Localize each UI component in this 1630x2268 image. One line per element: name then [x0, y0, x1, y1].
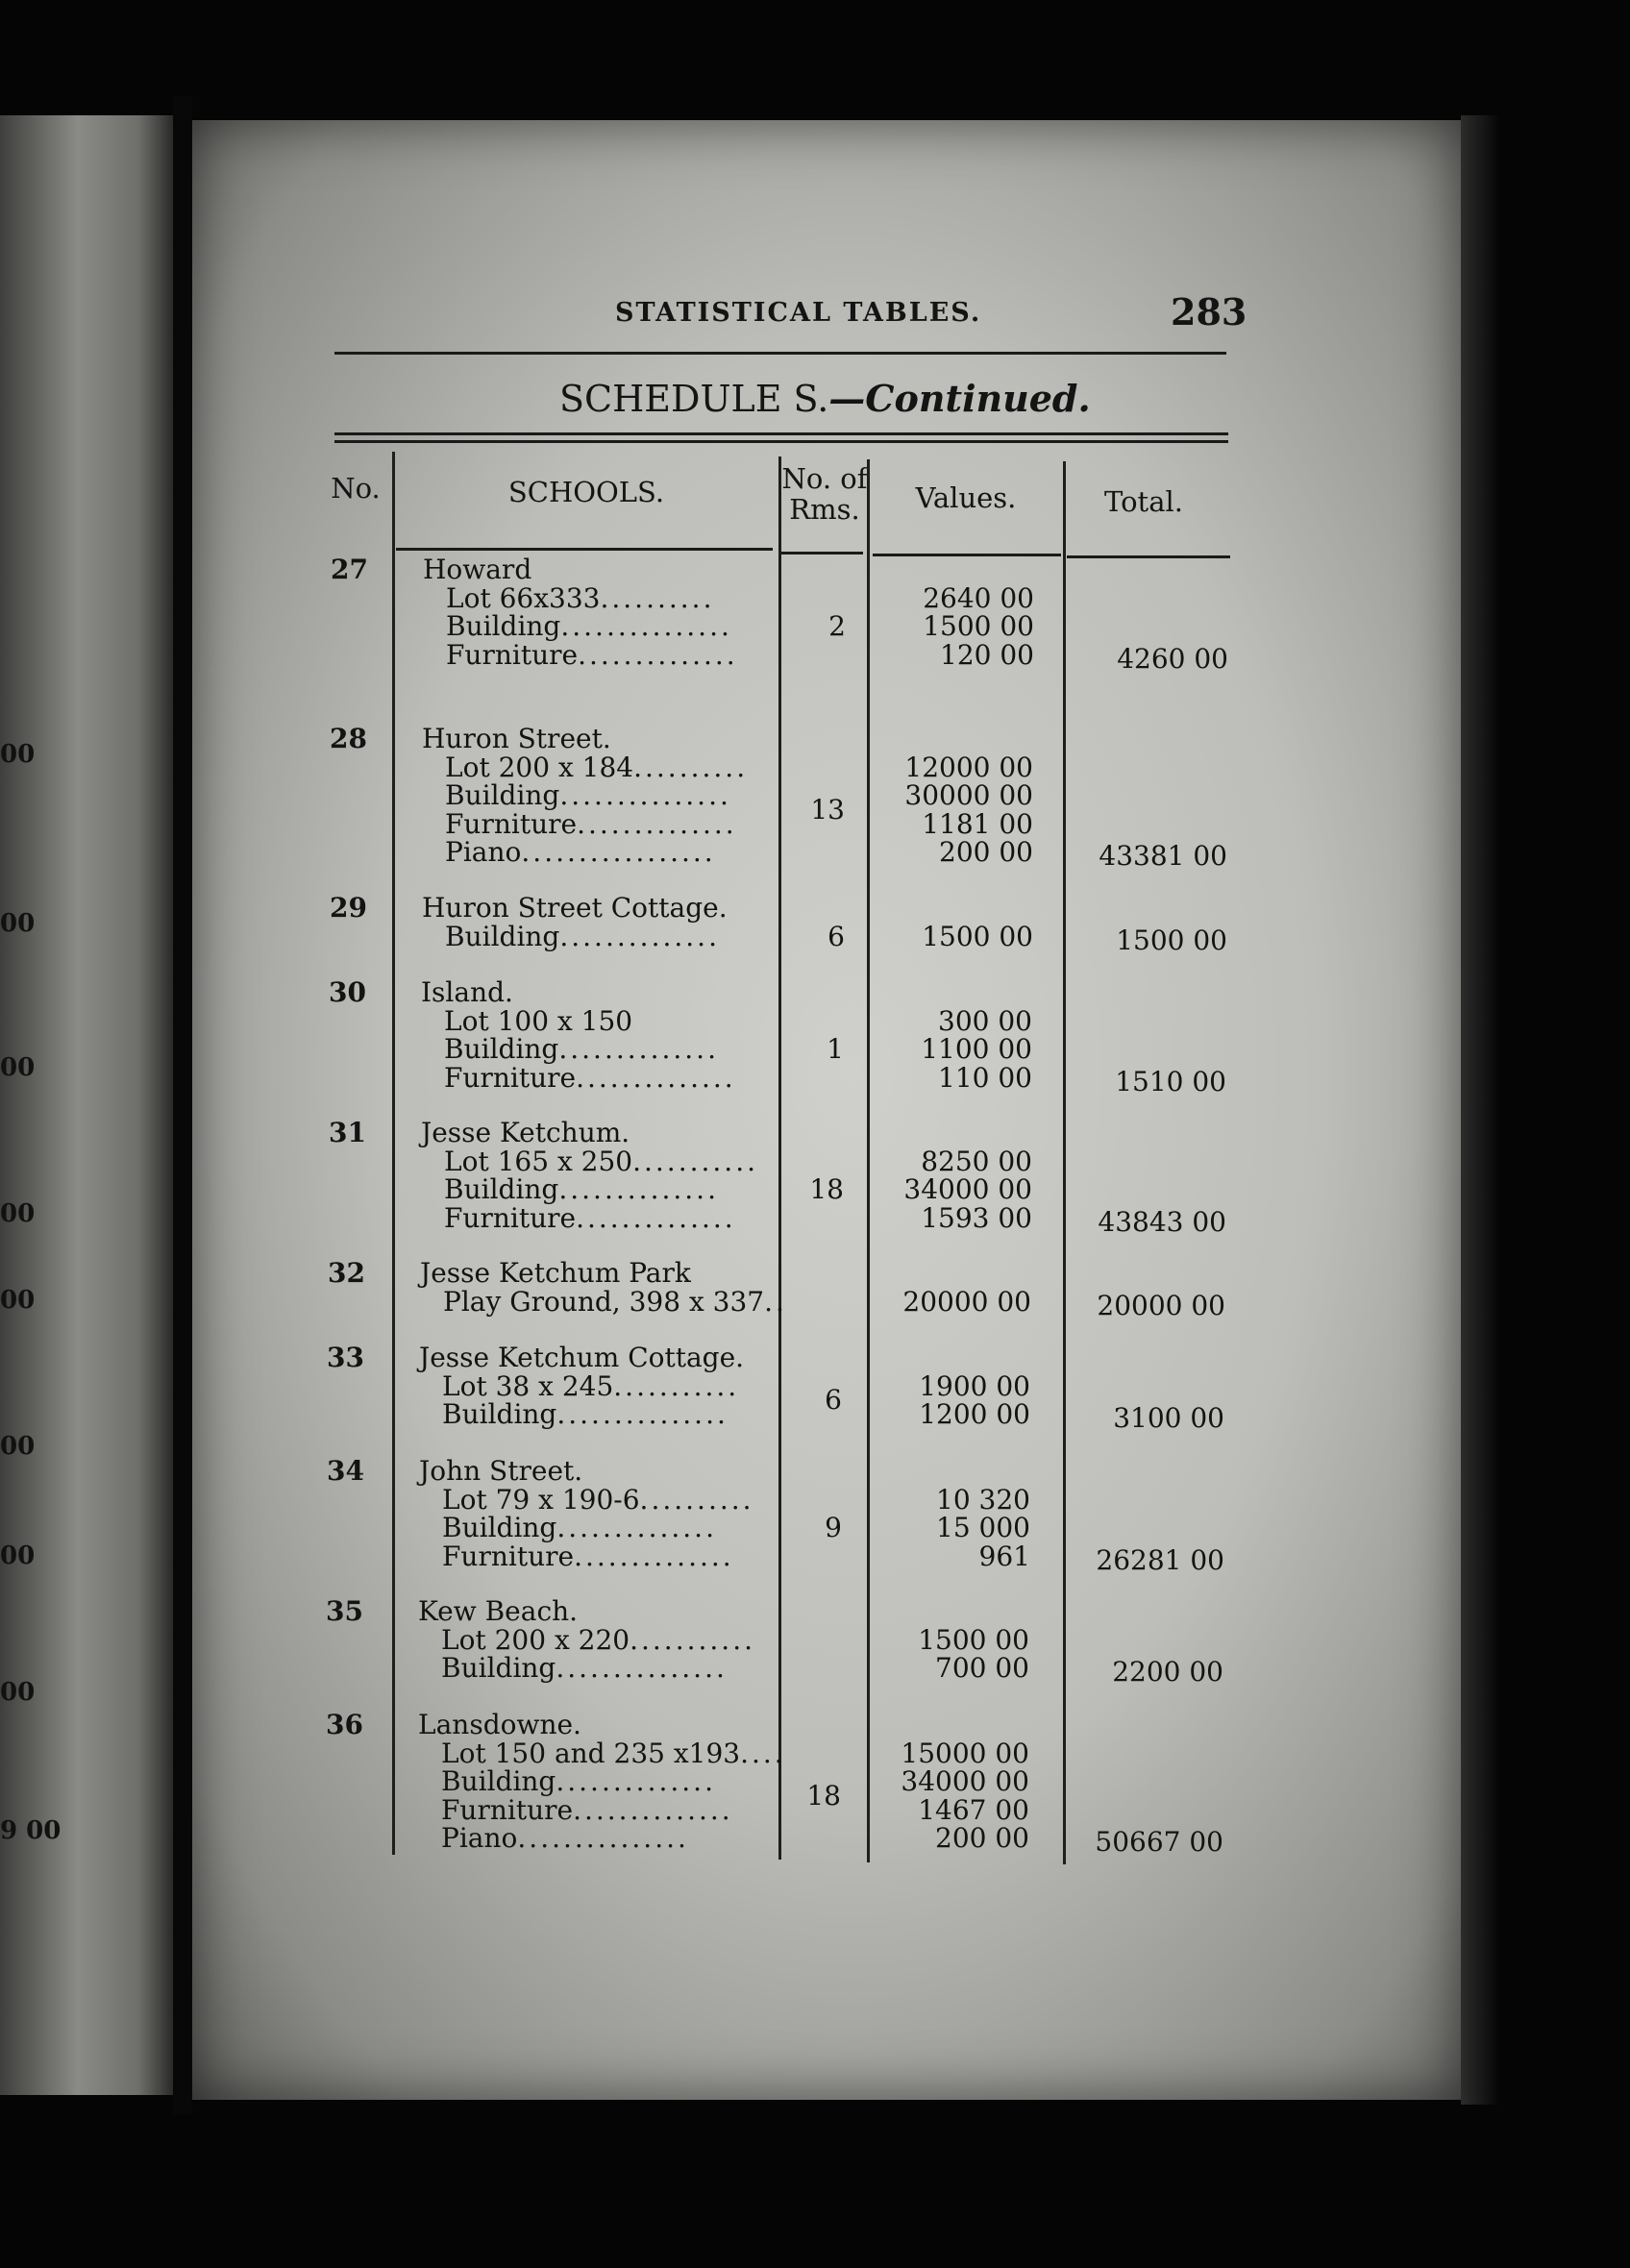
dot-leader: .............. [556, 1765, 716, 1797]
school-name: Kew Beach. [418, 1595, 579, 1627]
item-value: 200 00 [935, 1822, 1029, 1854]
entry-number: 29 [330, 892, 367, 924]
item-value: 1200 00 [919, 1398, 1030, 1430]
item-label: Piano [441, 1822, 518, 1854]
item-value: 1467 00 [918, 1793, 1029, 1826]
rooms-count: 18 [806, 1779, 841, 1812]
dot-leader: ............... [556, 1398, 729, 1430]
dot-leader: .............. [577, 807, 737, 840]
school-name: Huron Street. [422, 723, 611, 754]
schedule-title-main: SCHEDULE S. [559, 378, 829, 420]
item-label: Lot 100 x 150 [444, 1004, 633, 1037]
school-total: 1500 00 [1116, 924, 1227, 956]
item-label: Lot 165 x 250 [444, 1145, 633, 1177]
item-label: Lot 200 x 220 [441, 1623, 630, 1656]
facing-page-fragment: 00 [0, 1286, 36, 1315]
item-value: 120 00 [940, 638, 1034, 671]
rooms-count: 6 [827, 920, 845, 952]
schedule-title-continued: —Continued. [828, 377, 1091, 420]
facing-page-edge [0, 115, 173, 2095]
entry-number: 30 [329, 976, 366, 1008]
rooms-count: 6 [825, 1384, 842, 1417]
item-value: 300 00 [938, 1004, 1032, 1037]
school-total: 1510 00 [1115, 1065, 1226, 1097]
item-label: Building [442, 1398, 557, 1430]
school-total: 20000 00 [1097, 1289, 1225, 1321]
facing-page-fragment: 00 [0, 909, 36, 938]
item-label: Furniture [444, 1201, 577, 1234]
header-schools: SCHOOLS. [507, 476, 665, 508]
school-total: 2200 00 [1112, 1656, 1223, 1688]
facing-page-fragment: 9 00 [0, 1816, 62, 1845]
dot-leader: .............. [559, 920, 720, 952]
item-label: Building [446, 610, 561, 642]
entry-number: 35 [326, 1595, 363, 1627]
item-value: 200 00 [939, 836, 1033, 868]
header-total: Total. [1104, 485, 1183, 518]
item-value: 34000 00 [901, 1765, 1029, 1797]
header-underline-schools [396, 548, 773, 551]
item-line [442, 1400, 729, 1429]
school-total: 3100 00 [1113, 1402, 1224, 1434]
school-name: Lansdowne. [418, 1709, 581, 1740]
dot-leader: ............... [559, 779, 731, 811]
school-name: John Street. [419, 1455, 583, 1487]
dot-leader: .............. [576, 1061, 736, 1094]
item-label: Play Ground, 398 x 337 [443, 1285, 765, 1318]
item-line [446, 581, 715, 614]
dot-leader: .............. [576, 1201, 736, 1234]
entry-number: 27 [331, 554, 368, 585]
item-line [441, 1654, 728, 1683]
item-label: Building [441, 1652, 556, 1684]
school-name: Jesse Ketchum Park [420, 1257, 691, 1289]
facing-page-fragment: 00 [0, 1053, 36, 1082]
page-number: 283 [1171, 290, 1247, 333]
item-value: 1500 00 [918, 1623, 1029, 1656]
item-value: 1500 00 [922, 920, 1033, 952]
dot-leader: ............... [517, 1822, 689, 1854]
dot-leader: .............. [573, 1793, 733, 1826]
school-total: 26281 00 [1096, 1543, 1224, 1576]
item-line [442, 1483, 754, 1516]
facing-page-fragment: 00 [0, 1199, 36, 1228]
item-value: 20000 00 [902, 1285, 1031, 1318]
item-value: 961 [978, 1540, 1030, 1572]
item-value: 2640 00 [923, 581, 1034, 614]
dot-leader: ........... [613, 1369, 740, 1402]
dot-leader: .......... [633, 751, 749, 783]
column-divider-no [392, 452, 395, 1855]
item-line [442, 1542, 734, 1571]
item-label: Furniture [444, 1061, 577, 1094]
item-line [441, 1739, 786, 1768]
school-name: Island. [421, 976, 513, 1008]
header-values: Values. [915, 481, 1017, 514]
item-value: 10 320 [936, 1483, 1030, 1516]
running-head: STATISTICAL TABLES. [615, 298, 982, 328]
school-name: Howard [423, 554, 532, 585]
item-line [444, 1061, 736, 1094]
dot-leader: ........... [630, 1623, 755, 1656]
header-no: No. [331, 472, 381, 505]
header-rooms-line1: No. of [781, 462, 868, 495]
entry-number: 34 [327, 1455, 364, 1487]
entry-number: 28 [330, 723, 367, 754]
item-value: 1100 00 [921, 1033, 1032, 1065]
item-label: Lot 66x333 [446, 581, 601, 614]
item-value: 34000 00 [903, 1173, 1032, 1205]
item-line [445, 807, 737, 840]
item-label: Building [445, 779, 560, 811]
top-rule [334, 352, 1226, 355]
dot-leader: .............. [558, 1173, 719, 1205]
item-line [445, 920, 720, 952]
dot-leader: .......... [639, 1483, 754, 1516]
item-line [444, 1004, 633, 1037]
item-line [444, 1147, 758, 1176]
item-label: Building [441, 1765, 556, 1797]
dot-leader: .... [740, 1737, 786, 1769]
item-line [441, 1623, 755, 1656]
header-double-rule-bottom [334, 440, 1228, 443]
dot-leader: .............. [556, 1512, 717, 1543]
dot-leader: .......... [600, 581, 715, 614]
dot-leader: ................. [521, 836, 716, 868]
header-double-rule-top [334, 432, 1228, 435]
dot-leader: .............. [558, 1033, 719, 1065]
item-label: Building [444, 1033, 559, 1065]
item-line [446, 638, 738, 671]
item-value: 1593 00 [921, 1201, 1032, 1234]
item-line [441, 1824, 689, 1853]
item-label: Lot 150 and 235 x193 [441, 1737, 741, 1769]
column-divider-values [1063, 461, 1066, 1864]
facing-page-fragment: 00 [0, 1541, 36, 1570]
item-value: 30000 00 [904, 779, 1033, 811]
rooms-count: 18 [809, 1173, 844, 1205]
header-underline-total [1067, 555, 1230, 558]
entry-number: 36 [326, 1709, 363, 1740]
school-total: 4260 00 [1117, 642, 1228, 675]
school-name: Jesse Ketchum. [421, 1117, 630, 1148]
school-total: 50667 00 [1095, 1826, 1223, 1858]
item-label: Lot 200 x 184 [445, 751, 634, 783]
item-line [444, 1035, 719, 1064]
dot-leader: .............. [578, 638, 738, 671]
item-line [444, 1201, 736, 1234]
item-line [444, 1175, 719, 1204]
item-value: 1900 00 [919, 1369, 1030, 1402]
header-rooms [777, 463, 873, 525]
dot-leader: ............... [560, 610, 732, 642]
item-line [446, 612, 732, 641]
dot-leader: .. [764, 1285, 787, 1318]
item-line [442, 1514, 717, 1542]
item-value: 110 00 [938, 1061, 1032, 1094]
item-label: Furniture [441, 1793, 574, 1826]
header-underline-values [873, 554, 1061, 556]
schedule-title [559, 377, 1091, 420]
facing-page-fragment: 00 [0, 740, 36, 769]
column-divider-schools [778, 456, 781, 1860]
item-line [443, 1285, 787, 1318]
item-label: Building [442, 1512, 557, 1543]
item-value: 15 000 [936, 1512, 1030, 1543]
rooms-count: 2 [828, 610, 846, 642]
facing-page-fragment: 00 [0, 1432, 36, 1461]
item-value: 15000 00 [901, 1737, 1029, 1769]
item-label: Lot 79 x 190-6 [442, 1483, 640, 1516]
header-rooms-line2: Rms. [789, 493, 860, 526]
rooms-count: 13 [810, 793, 845, 826]
school-total: 43843 00 [1098, 1205, 1226, 1238]
item-line [441, 1767, 716, 1796]
item-label: Furniture [442, 1540, 575, 1572]
facing-page-fragment: 00 [0, 1678, 36, 1707]
dot-leader: ........... [632, 1145, 758, 1177]
header-underline-rooms [780, 552, 863, 555]
item-value: 12000 00 [904, 751, 1033, 783]
item-line [442, 1369, 740, 1402]
entry-number: 33 [327, 1342, 364, 1373]
item-label: Building [445, 920, 560, 952]
item-value: 8250 00 [921, 1145, 1032, 1177]
item-label: Piano [445, 836, 522, 868]
item-value: 1181 00 [922, 807, 1033, 840]
page-edge-shadow [1461, 115, 1499, 2105]
item-line [445, 781, 731, 810]
book-gutter [173, 96, 192, 2114]
item-line [441, 1793, 733, 1826]
school-name: Huron Street Cottage. [422, 892, 728, 924]
dot-leader: ............... [556, 1652, 728, 1684]
dot-leader: .............. [574, 1540, 734, 1572]
entry-number: 31 [329, 1117, 366, 1148]
item-line [445, 838, 716, 867]
item-label: Building [444, 1173, 559, 1205]
item-label: Furniture [446, 638, 579, 671]
school-name: Jesse Ketchum Cottage. [419, 1342, 745, 1373]
item-value: 700 00 [935, 1652, 1029, 1684]
rooms-count: 1 [827, 1033, 844, 1065]
school-total: 43381 00 [1099, 840, 1227, 872]
item-label: Lot 38 x 245 [442, 1369, 614, 1402]
rooms-count: 9 [825, 1512, 842, 1543]
item-label: Furniture [445, 807, 578, 840]
item-value: 1500 00 [923, 610, 1034, 642]
entry-number: 32 [328, 1257, 365, 1289]
item-line [445, 753, 748, 782]
